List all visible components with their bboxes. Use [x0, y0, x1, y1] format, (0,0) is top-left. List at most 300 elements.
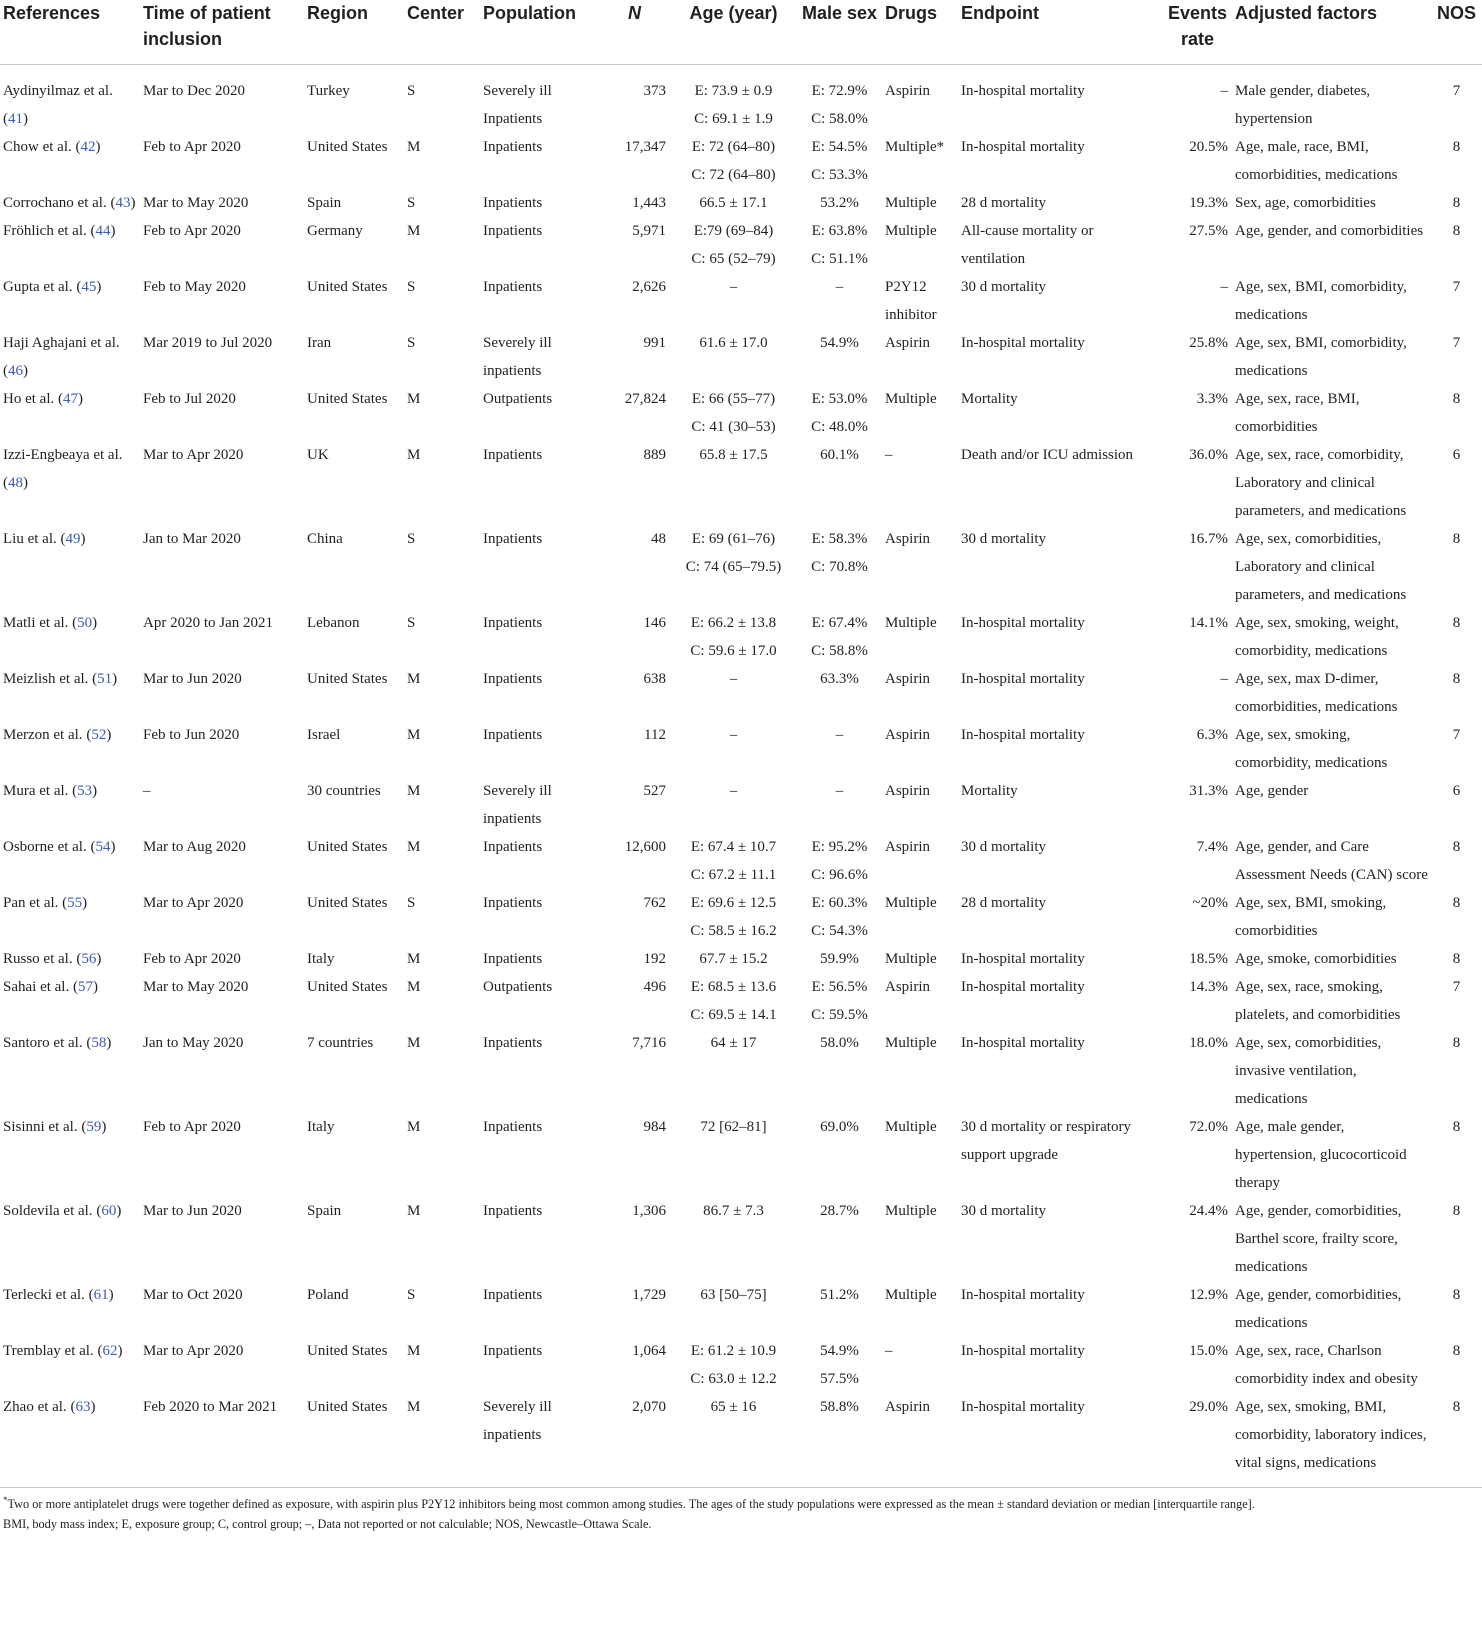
population-cell: Inpatients: [483, 1203, 543, 1219]
events-rate-cell: 6.3%: [1196, 727, 1228, 743]
age-cell: –: [729, 783, 738, 799]
adjusted-factors-cell: Age, sex, comorbidities, Laboratory and clinical parameters, and medications: [1235, 531, 1407, 603]
table-row: [0, 1197, 1482, 1281]
references-cell: Tremblay et al. (62): [3, 1343, 123, 1359]
population-cell: Inpatients: [483, 139, 543, 155]
center-cell: M: [407, 1035, 421, 1051]
time-cell: Mar to Aug 2020: [143, 839, 246, 855]
endpoint-cell: In-hospital mortality: [961, 1035, 1085, 1051]
region-cell: 30 countries: [307, 783, 381, 799]
time-cell: Mar to Dec 2020: [143, 83, 246, 99]
table-row: [0, 1029, 1482, 1113]
population-cell: Inpatients: [483, 223, 543, 239]
drugs-cell: Multiple: [885, 1287, 937, 1303]
time-cell: Mar to Apr 2020: [143, 447, 244, 463]
region-cell: United States: [307, 139, 388, 155]
header-adjusted-factors: Adjusted factors: [1232, 0, 1432, 65]
time-cell: Mar to May 2020: [143, 195, 249, 211]
events-rate-cell: 7.4%: [1196, 839, 1228, 855]
region-cell: 7 countries: [307, 1035, 374, 1051]
citation-link[interactable]: 47: [62, 391, 78, 407]
age-cell: 72 [62–81]: [700, 1119, 767, 1135]
citation-link[interactable]: 41: [8, 111, 23, 127]
nos-cell: 8: [1452, 615, 1461, 631]
population-cell: Inpatients: [483, 839, 543, 855]
events-rate-cell: 31.3%: [1189, 783, 1228, 799]
header-endpoint: Endpoint: [958, 0, 1164, 65]
n-cell: 1,064: [632, 1343, 666, 1359]
center-cell: M: [407, 1343, 421, 1359]
references-cell: Gupta et al. (45): [3, 279, 102, 295]
age-cell: 67.7 ± 15.2: [699, 951, 768, 967]
references-cell: Pan et al. (55): [3, 895, 88, 911]
population-cell: Inpatients: [483, 531, 543, 547]
nos-cell: 7: [1452, 83, 1461, 99]
events-rate-cell: 27.5%: [1189, 223, 1228, 239]
center-cell: M: [407, 1399, 421, 1415]
n-cell: 12,600: [624, 839, 666, 855]
age-cell: E: 69 (61–76) C: 74 (65–79.5): [685, 531, 782, 575]
region-cell: Israel: [307, 727, 341, 743]
events-rate-cell: 36.0%: [1189, 447, 1228, 463]
table-row: [0, 273, 1482, 329]
table-row: [0, 945, 1482, 973]
nos-cell: 7: [1452, 979, 1461, 995]
drugs-cell: Aspirin: [885, 727, 930, 743]
endpoint-cell: In-hospital mortality: [961, 615, 1085, 631]
center-cell: M: [407, 839, 421, 855]
drugs-cell: Multiple: [885, 1035, 937, 1051]
center-cell: S: [407, 1287, 416, 1303]
drugs-cell: Multiple: [885, 195, 937, 211]
table-row: [0, 1393, 1482, 1477]
time-cell: Mar to May 2020: [143, 979, 249, 995]
adjusted-factors-cell: Age, sex, race, BMI, comorbidities: [1235, 391, 1360, 435]
time-cell: Feb to Apr 2020: [143, 1119, 241, 1135]
citation-link[interactable]: 55: [67, 895, 83, 911]
region-cell: Lebanon: [307, 615, 360, 631]
adjusted-factors-cell: Age, sex, race, Charlson comorbidity index and obesity: [1235, 1343, 1418, 1387]
nos-cell: 6: [1452, 447, 1461, 463]
events-rate-cell: –: [1220, 671, 1228, 687]
table-row: [0, 525, 1482, 609]
endpoint-cell: 30 d mortality or respiratory support upgrade: [961, 1119, 1131, 1163]
region-cell: United States: [307, 1399, 388, 1415]
endpoint-cell: 28 d mortality: [961, 195, 1046, 211]
region-cell: Germany: [307, 223, 363, 239]
endpoint-cell: In-hospital mortality: [961, 83, 1085, 99]
age-cell: E: 69.6 ± 12.5 C: 58.5 ± 16.2: [690, 895, 777, 939]
region-cell: United States: [307, 839, 388, 855]
n-cell: 192: [643, 951, 666, 967]
table-row: [0, 133, 1482, 189]
nos-cell: 8: [1452, 895, 1461, 911]
age-cell: –: [729, 671, 738, 687]
adjusted-factors-cell: Age, gender, comorbidities, medications: [1235, 1287, 1402, 1331]
n-cell: 373: [643, 83, 666, 99]
table-row: [0, 777, 1482, 833]
age-cell: E: 66 (55–77) C: 41 (30–53): [691, 391, 776, 435]
citation-link[interactable]: 59: [86, 1119, 102, 1135]
population-cell: Severely ill inpatients: [483, 335, 552, 379]
male-sex-cell: 58.0%: [820, 1035, 859, 1051]
endpoint-cell: In-hospital mortality: [961, 1343, 1085, 1359]
n-cell: 1,443: [632, 195, 666, 211]
population-cell: Outpatients: [483, 979, 553, 995]
citation-link[interactable]: 51: [97, 671, 113, 687]
population-cell: Inpatients: [483, 615, 543, 631]
n-cell: 2,070: [632, 1399, 666, 1415]
male-sex-cell: E: 54.5% C: 53.3%: [811, 139, 868, 183]
age-cell: 65 ± 16: [710, 1399, 757, 1415]
center-cell: M: [407, 1203, 421, 1219]
center-cell: M: [407, 783, 421, 799]
male-sex-cell: 60.1%: [820, 447, 859, 463]
age-cell: 86.7 ± 7.3: [703, 1203, 764, 1219]
n-cell: 112: [644, 727, 666, 743]
references-cell: Meizlish et al. (51): [3, 671, 118, 687]
events-rate-cell: 3.3%: [1196, 391, 1228, 407]
drugs-cell: Multiple: [885, 391, 937, 407]
center-cell: M: [407, 951, 421, 967]
header-events-rate: Events rate: [1164, 0, 1232, 65]
adjusted-factors-cell: Sex, age, comorbidities: [1235, 195, 1376, 211]
population-cell: Severely ill inpatients: [483, 783, 552, 827]
events-rate-cell: 14.1%: [1189, 615, 1228, 631]
events-rate-cell: 18.0%: [1189, 1035, 1228, 1051]
table-row: [0, 1337, 1482, 1393]
nos-cell: 8: [1452, 139, 1461, 155]
n-cell: 48: [651, 531, 666, 547]
male-sex-cell: 59.9%: [820, 951, 859, 967]
header-references: References: [0, 0, 140, 65]
events-rate-cell: –: [1220, 83, 1228, 99]
header-drugs: Drugs: [882, 0, 958, 65]
center-cell: M: [407, 979, 421, 995]
nos-cell: 6: [1452, 783, 1461, 799]
n-cell: 527: [643, 783, 666, 799]
references-cell: Corrochano et al. (43): [3, 195, 136, 211]
endpoint-cell: 28 d mortality: [961, 895, 1046, 911]
drugs-cell: Multiple: [885, 951, 937, 967]
population-cell: Severely ill Inpatients: [483, 83, 552, 127]
endpoint-cell: In-hospital mortality: [961, 335, 1085, 351]
references-cell: Fröhlich et al. (44): [3, 223, 116, 239]
population-cell: Severely ill inpatients: [483, 1399, 552, 1443]
references-cell: Sahai et al. (57): [3, 979, 98, 995]
male-sex-cell: E: 67.4% C: 58.8%: [811, 615, 868, 659]
drugs-cell: Aspirin: [885, 783, 930, 799]
n-cell: 889: [643, 447, 666, 463]
time-cell: Jan to May 2020: [143, 1035, 244, 1051]
male-sex-cell: 58.8%: [820, 1399, 859, 1415]
header-time: Time of patient inclusion: [140, 0, 304, 65]
citation-link[interactable]: 60: [101, 1203, 117, 1219]
endpoint-cell: In-hospital mortality: [961, 979, 1085, 995]
references-cell: Haji Aghajani et al. (46): [3, 335, 120, 379]
footnote-mark: *: [3, 1494, 8, 1505]
population-cell: Inpatients: [483, 951, 543, 967]
events-rate-cell: 18.5%: [1189, 951, 1228, 967]
region-cell: UK: [307, 447, 329, 463]
references-cell: Izzi-Engbeaya et al. (48): [3, 447, 123, 491]
age-cell: 64 ± 17: [710, 1035, 757, 1051]
nos-cell: 7: [1452, 279, 1461, 295]
references-cell: Zhao et al. (63): [3, 1399, 96, 1415]
footnote-line-2: BMI, body mass index; E, exposure group; C, control group; –, Data not reported or not calculable; NOS, Newcastle–Ottawa Scale.: [3, 1517, 652, 1531]
citation-link[interactable]: 57: [77, 979, 93, 995]
adjusted-factors-cell: Age, male gender, hypertension, glucocorticoid therapy: [1235, 1119, 1407, 1191]
nos-cell: 8: [1452, 1343, 1461, 1359]
age-cell: E: 73.9 ± 0.9 C: 69.1 ± 1.9: [694, 83, 773, 127]
center-cell: M: [407, 671, 421, 687]
drugs-cell: Aspirin: [885, 83, 930, 99]
region-cell: Italy: [307, 1119, 335, 1135]
nos-cell: 8: [1452, 671, 1461, 687]
center-cell: M: [407, 139, 421, 155]
time-cell: Mar to Apr 2020: [143, 1343, 244, 1359]
population-cell: Outpatients: [483, 391, 553, 407]
population-cell: Inpatients: [483, 895, 543, 911]
male-sex-cell: –: [835, 727, 844, 743]
time-cell: –: [143, 783, 151, 799]
region-cell: China: [307, 531, 343, 547]
drugs-cell: Multiple: [885, 1203, 937, 1219]
references-cell: Russo et al. (56): [3, 951, 102, 967]
events-rate-cell: –: [1220, 279, 1228, 295]
region-cell: United States: [307, 979, 388, 995]
footnote-line-1: *Two or more antiplatelet drugs were together defined as exposure, with aspirin plus P2Y12 inhibitors being most common among studies. The ages of the study populations were expressed as the mean ± standard deviation or median [interquartile range].: [3, 1494, 1255, 1511]
references-cell: Ho et al. (47): [3, 391, 83, 407]
events-rate-cell: 25.8%: [1189, 335, 1228, 351]
table-row: [0, 385, 1482, 441]
region-cell: United States: [307, 391, 388, 407]
events-rate-cell: 12.9%: [1189, 1287, 1228, 1303]
region-cell: United States: [307, 895, 388, 911]
nos-cell: 8: [1452, 1287, 1461, 1303]
center-cell: M: [407, 447, 421, 463]
endpoint-cell: 30 d mortality: [961, 279, 1046, 295]
header-age: Age (year): [670, 0, 798, 65]
male-sex-cell: 53.2%: [820, 195, 859, 211]
table-row: [0, 441, 1482, 525]
adjusted-factors-cell: Age, sex, smoking, weight, comorbidity, medications: [1235, 615, 1399, 659]
age-cell: 63 [50–75]: [700, 1287, 767, 1303]
age-cell: E: 66.2 ± 13.8 C: 59.6 ± 17.0: [690, 615, 777, 659]
citation-link[interactable]: 62: [102, 1343, 118, 1359]
n-cell: 27,824: [624, 391, 666, 407]
citation-link[interactable]: 49: [65, 531, 81, 547]
time-cell: Feb to Apr 2020: [143, 223, 241, 239]
adjusted-factors-cell: Age, sex, race, comorbidity, Laboratory and clinical parameters, and medications: [1235, 447, 1407, 519]
table-row: [0, 973, 1482, 1029]
age-cell: 65.8 ± 17.5: [699, 447, 768, 463]
time-cell: Jan to Mar 2020: [143, 531, 241, 547]
references-cell: Liu et al. (49): [3, 531, 86, 547]
center-cell: S: [407, 83, 416, 99]
n-cell: 984: [643, 1119, 666, 1135]
male-sex-cell: –: [835, 279, 844, 295]
endpoint-cell: 30 d mortality: [961, 531, 1046, 547]
header-nos: NOS: [1432, 0, 1482, 65]
population-cell: Inpatients: [483, 279, 543, 295]
male-sex-cell: E: 72.9% C: 58.0%: [811, 83, 868, 127]
time-cell: Mar to Jun 2020: [143, 671, 242, 687]
references-cell: Chow et al. (42): [3, 139, 101, 155]
references-cell: Osborne et al. (54): [3, 839, 116, 855]
drugs-cell: Multiple: [885, 1119, 937, 1135]
references-cell: Terlecki et al. (61): [3, 1287, 114, 1303]
nos-cell: 8: [1452, 195, 1461, 211]
male-sex-cell: 54.9%: [820, 335, 859, 351]
drugs-cell: P2Y12 inhibitor: [885, 279, 937, 323]
population-cell: Inpatients: [483, 1343, 543, 1359]
adjusted-factors-cell: Age, gender, and comorbidities: [1235, 223, 1424, 239]
table-row: [0, 721, 1482, 777]
region-cell: Turkey: [307, 83, 350, 99]
male-sex-cell: 51.2%: [820, 1287, 859, 1303]
population-cell: Inpatients: [483, 1119, 543, 1135]
citation-link[interactable]: 43: [115, 195, 131, 211]
citation-link[interactable]: 48: [8, 475, 23, 491]
center-cell: M: [407, 727, 421, 743]
region-cell: Iran: [307, 335, 332, 351]
citation-link[interactable]: 56: [81, 951, 97, 967]
drugs-cell: Multiple: [885, 615, 937, 631]
citation-link[interactable]: 42: [80, 139, 96, 155]
citation-link[interactable]: 45: [81, 279, 97, 295]
age-cell: E: 61.2 ± 10.9 C: 63.0 ± 12.2: [690, 1343, 777, 1387]
male-sex-cell: E: 53.0% C: 48.0%: [811, 391, 868, 435]
center-cell: M: [407, 1119, 421, 1135]
events-rate-cell: 15.0%: [1189, 1343, 1228, 1359]
population-cell: Inpatients: [483, 727, 543, 743]
time-cell: Feb 2020 to Mar 2021: [143, 1399, 278, 1415]
time-cell: Feb to Apr 2020: [143, 951, 241, 967]
table-footnote: [0, 1487, 1482, 1534]
events-rate-cell: 14.3%: [1189, 979, 1228, 995]
adjusted-factors-cell: Age, sex, max D-dimer, comorbidities, medications: [1235, 671, 1398, 715]
male-sex-cell: E: 95.2% C: 96.6%: [811, 839, 868, 883]
header-population: Population: [480, 0, 600, 65]
citation-link[interactable]: 44: [95, 223, 111, 239]
male-sex-cell: 54.9% 57.5%: [820, 1343, 859, 1387]
n-cell: 146: [643, 615, 666, 631]
table-row: [0, 329, 1482, 385]
table-row: [0, 833, 1482, 889]
n-cell: 762: [643, 895, 666, 911]
nos-cell: 8: [1452, 391, 1461, 407]
references-cell: Sisinni et al. (59): [3, 1119, 107, 1135]
adjusted-factors-cell: Male gender, diabetes, hypertension: [1235, 83, 1371, 127]
age-cell: 61.6 ± 17.0: [699, 335, 768, 351]
center-cell: M: [407, 391, 421, 407]
nos-cell: 8: [1452, 1035, 1461, 1051]
age-cell: 66.5 ± 17.1: [699, 195, 768, 211]
drugs-cell: Aspirin: [885, 531, 930, 547]
header-center: Center: [404, 0, 480, 65]
references-cell: Merzon et al. (52): [3, 727, 112, 743]
header-region: Region: [304, 0, 404, 65]
nos-cell: 8: [1452, 223, 1461, 239]
drugs-cell: Aspirin: [885, 335, 930, 351]
header-n: N: [600, 0, 670, 65]
age-cell: E: 67.4 ± 10.7 C: 67.2 ± 11.1: [690, 839, 777, 883]
adjusted-factors-cell: Age, gender, comorbidities, Barthel score, frailty score, medications: [1235, 1203, 1402, 1275]
male-sex-cell: E: 60.3% C: 54.3%: [811, 895, 868, 939]
age-cell: –: [729, 279, 738, 295]
citation-link[interactable]: 61: [93, 1287, 109, 1303]
endpoint-cell: In-hospital mortality: [961, 951, 1085, 967]
male-sex-cell: E: 58.3% C: 70.8%: [811, 531, 868, 575]
male-sex-cell: E: 63.8% C: 51.1%: [811, 223, 868, 267]
table-row: [0, 189, 1482, 217]
header-male-sex: Male sex: [798, 0, 882, 65]
region-cell: United States: [307, 279, 388, 295]
table-row: [0, 609, 1482, 665]
male-sex-cell: E: 56.5% C: 59.5%: [811, 979, 868, 1023]
population-cell: Inpatients: [483, 671, 543, 687]
male-sex-cell: –: [835, 783, 844, 799]
nos-cell: 7: [1452, 727, 1461, 743]
adjusted-factors-cell: Age, sex, smoking, comorbidity, medications: [1235, 727, 1388, 771]
events-rate-cell: ~20%: [1192, 895, 1228, 911]
time-cell: Feb to May 2020: [143, 279, 246, 295]
citation-link[interactable]: 54: [95, 839, 111, 855]
nos-cell: 8: [1452, 531, 1461, 547]
citation-link[interactable]: 46: [8, 363, 23, 379]
population-cell: Inpatients: [483, 1287, 543, 1303]
events-rate-cell: 19.3%: [1189, 195, 1228, 211]
citation-link[interactable]: 63: [75, 1399, 91, 1415]
n-cell: 17,347: [624, 139, 666, 155]
time-cell: Apr 2020 to Jan 2021: [143, 615, 273, 631]
n-cell: 1,729: [632, 1287, 666, 1303]
n-cell: 7,716: [632, 1035, 666, 1051]
age-cell: E:79 (69–84) C: 65 (52–79): [691, 223, 776, 267]
citation-link[interactable]: 50: [77, 615, 93, 631]
nos-cell: 8: [1452, 839, 1461, 855]
center-cell: S: [407, 279, 416, 295]
region-cell: Spain: [307, 195, 342, 211]
endpoint-cell: Mortality: [961, 783, 1018, 799]
male-sex-cell: 63.3%: [820, 671, 859, 687]
age-cell: –: [729, 727, 738, 743]
age-cell: E: 72 (64–80) C: 72 (64–80): [691, 139, 776, 183]
population-cell: Inpatients: [483, 447, 543, 463]
adjusted-factors-cell: Age, gender, and Care Assessment Needs (CAN) score: [1235, 839, 1428, 883]
drugs-cell: Aspirin: [885, 839, 930, 855]
nos-cell: 8: [1452, 1399, 1461, 1415]
center-cell: S: [407, 531, 416, 547]
center-cell: S: [407, 195, 416, 211]
adjusted-factors-cell: Age, smoke, comorbidities: [1235, 951, 1397, 967]
n-cell: 2,626: [632, 279, 666, 295]
region-cell: United States: [307, 671, 388, 687]
endpoint-cell: 30 d mortality: [961, 1203, 1046, 1219]
nos-cell: 8: [1452, 1119, 1461, 1135]
drugs-cell: Multiple: [885, 895, 937, 911]
citation-link[interactable]: 53: [77, 783, 93, 799]
citation-link[interactable]: 52: [91, 727, 107, 743]
time-cell: Feb to Jul 2020: [143, 391, 236, 407]
citation-link[interactable]: 58: [91, 1035, 107, 1051]
endpoint-cell: In-hospital mortality: [961, 1287, 1085, 1303]
endpoint-cell: All-cause mortality or ventilation: [961, 223, 1094, 267]
time-cell: Mar to Jun 2020: [143, 1203, 242, 1219]
references-cell: Santoro et al. (58): [3, 1035, 112, 1051]
n-cell: 5,971: [632, 223, 666, 239]
